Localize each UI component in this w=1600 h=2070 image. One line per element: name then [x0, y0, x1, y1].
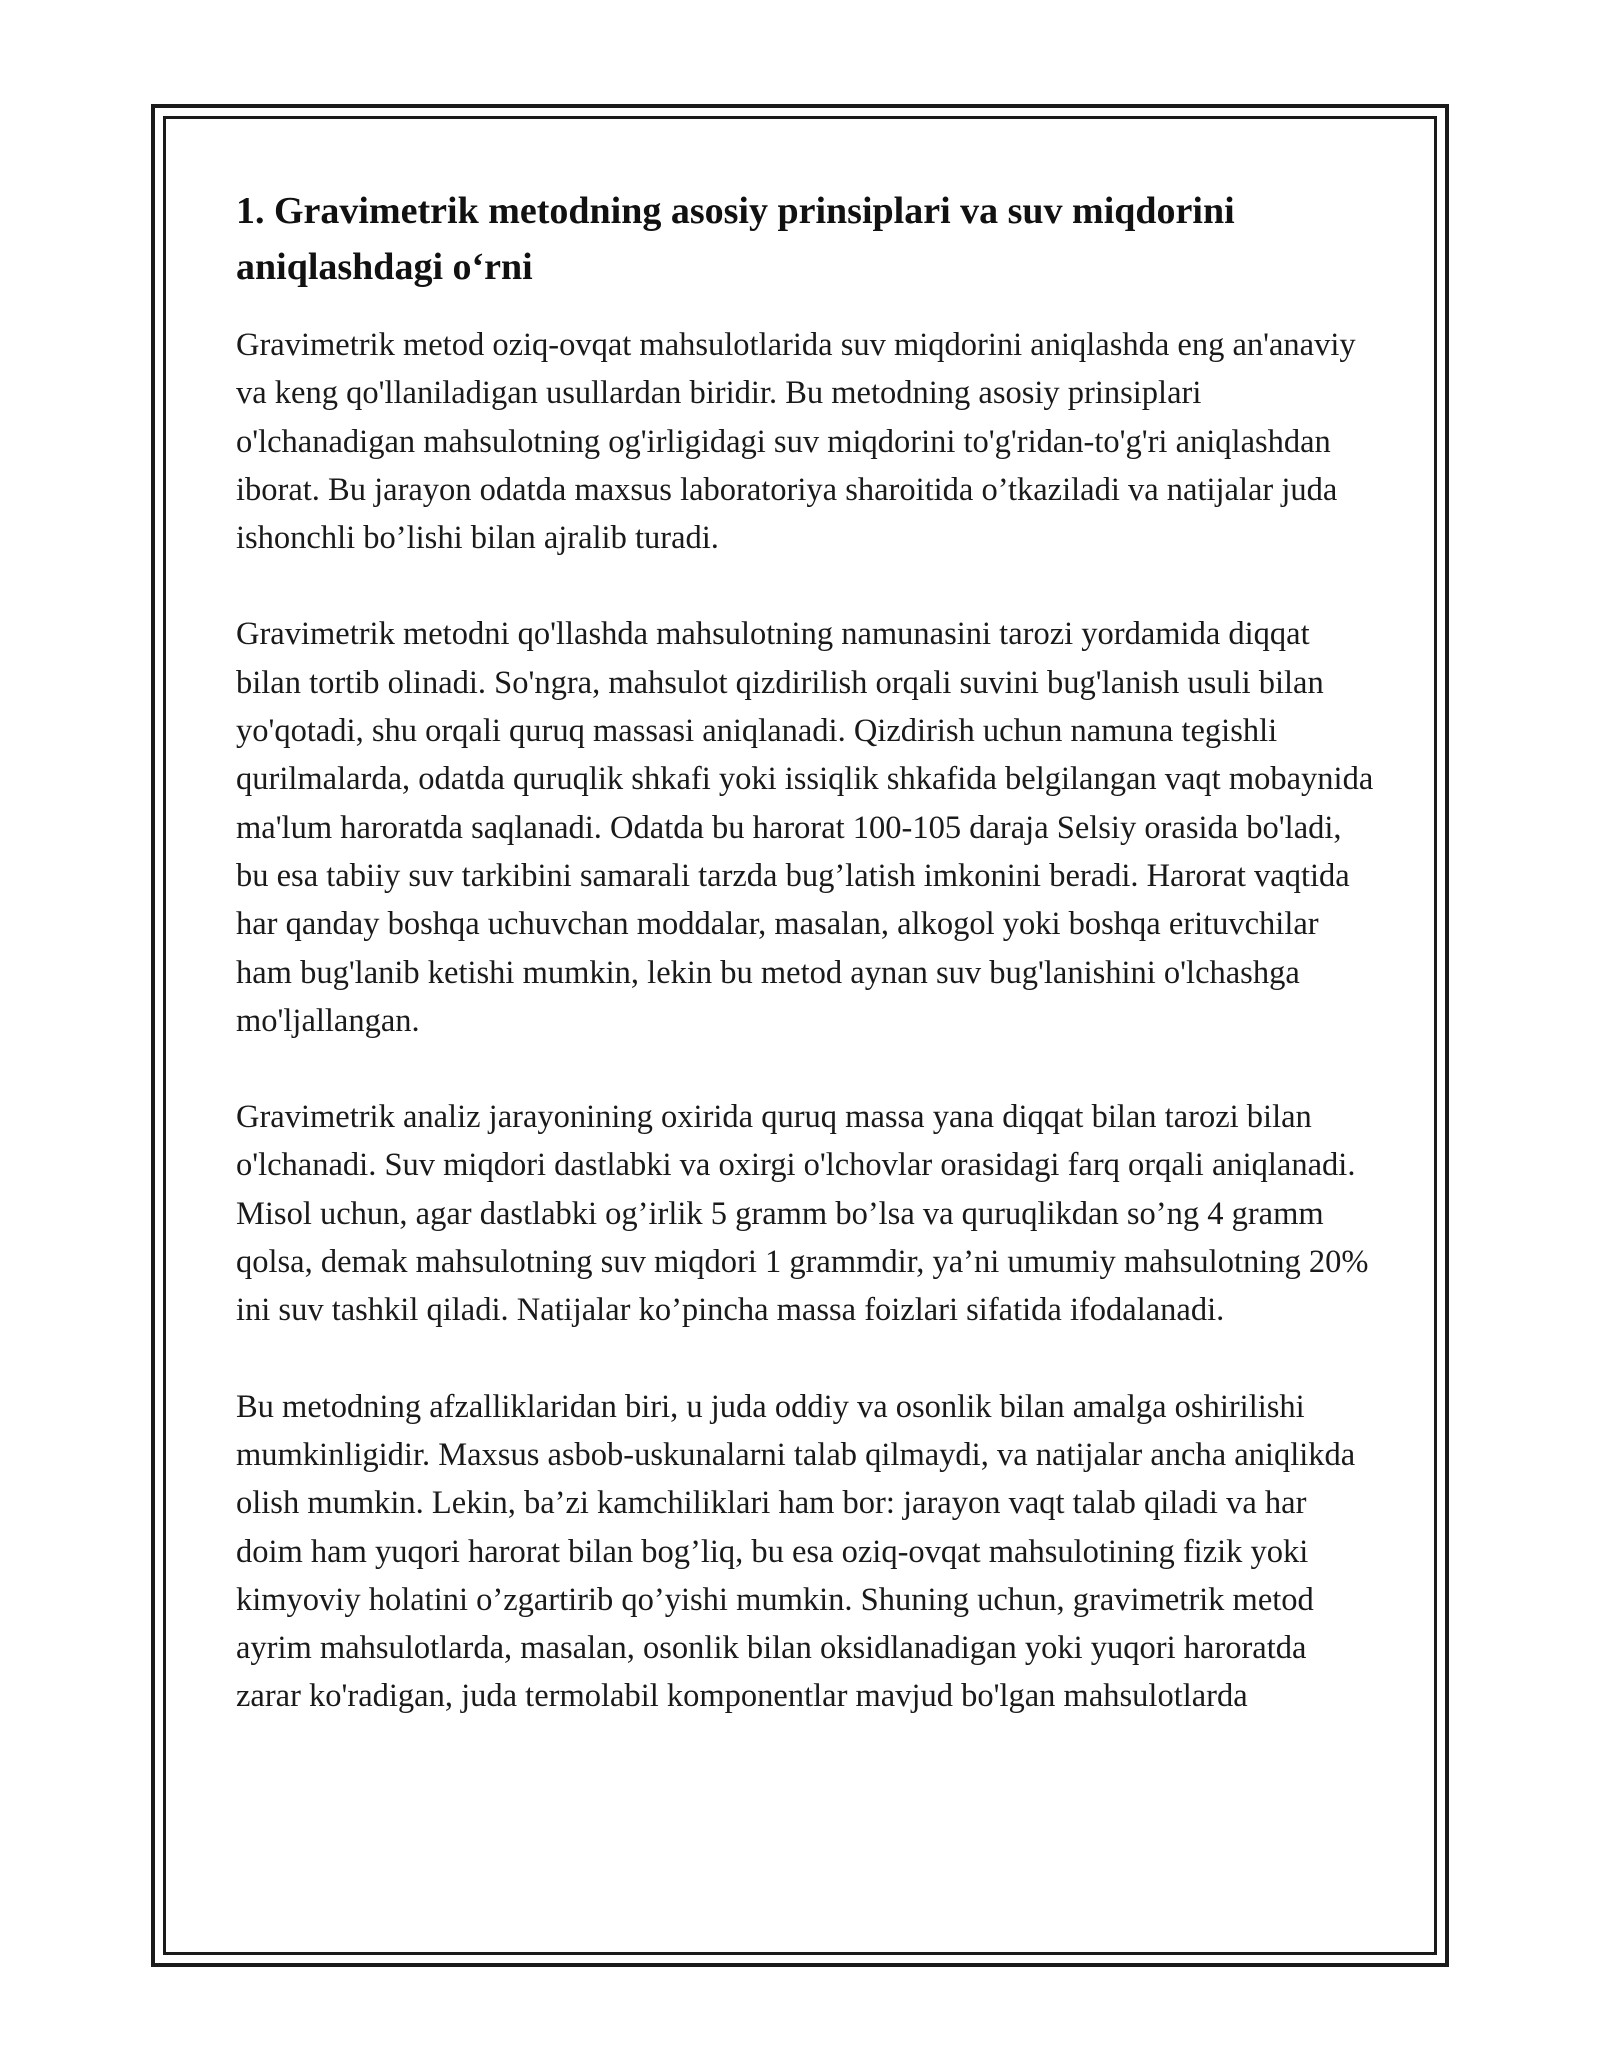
section-heading: 1. Gravimetrik metodning asosiy prinsiplari va suv miqdorini aniqlashdagi o‘rni	[236, 190, 1235, 288]
paragraph-4: Bu metodning afzalliklaridan biri, u juda oddiy va osonlik bilan amalga oshirilishi mumkinligidir. Maxsus asbob-uskunalarni talab qilmaydi, va natijalar ancha aniqlikda olish mumkin. Lekin, ba’zi kamchiliklari ham bor: jarayon vaqt talab qiladi va har doim ham yuqori harorat bilan bog’liq, bu esa oziq-ovqat mahsulotining fizik yoki kimyoviy holatini o’zgartirib qo’yishi mumkin. Shuning uchun, gravimetrik metod ayrim mahsulotlarda, masalan, osonlik bilan oksidlanadigan yoki yuqori haroratda zarar ko'radigan, juda termolabil komponentlar mavjud bo'lgan mahsulotlarda	[236, 1388, 1356, 1715]
paragraph-2: Gravimetrik metodni qo'llashda mahsulotning namunasini tarozi yordamida diqqat bilan tortib olinadi. So'ngra, mahsulot qizdirilish orqali suvini bug'lanish usuli bilan yo'qotadi, shu orqali quruq massasi aniqlanadi. Qizdirish uchun namuna tegishli qurilmalarda, odatda quruqlik shkafi yoki issiqlik shkafida belgilangan vaqt mobaynida ma'lum haroratda saqlanadi. Odatda bu harorat 100-105 daraja Selsiy orasida bo'ladi, bu esa tabiiy suv tarkibini samarali tarzda bug’latish imkonini beradi. Harorat vaqtida har qanday boshqa uchuvchan moddalar, masalan, alkogol yoki boshqa erituvchilar ham bug'lanib ketishi mumkin, lekin bu metod aynan suv bug'lanishini o'lchashga mo'ljallangan.	[236, 616, 1374, 1039]
paragraph-3: Gravimetrik analiz jarayonining oxirida quruq massa yana diqqat bilan tarozi bilan o'lchanadi. Suv miqdori dastlabki va oxirgi o'lchovlar orasidagi farq orqali aniqlanadi. Misol uchun, agar dastlabki og’irlik 5 gramm bo’lsa va quruqlikdan so’ng 4 gramm qolsa, demak mahsulotning suv miqdori 1 grammdir, ya’ni umumiy mahsulotning 20% ini suv tashkil qiladi. Natijalar ko’pincha massa foizlari sifatida ifodalanadi.	[236, 1099, 1369, 1329]
paragraph-1: Gravimetrik metod oziq-ovqat mahsulotlarida suv miqdorini aniqlashda eng an'anaviy va keng qo'llaniladigan usullardan biridir. Bu metodning asosiy prinsiplari o'lchanadigan mahsulotning og'irligidagi suv miqdorini to'g'ridan-to'g'ri aniqlashdan iborat. Bu jarayon odatda maxsus laboratoriya sharoitida o’tkaziladi va natijalar juda ishonchli bo’lishi bilan ajralib turadi.	[236, 327, 1356, 557]
document-body	[236, 183, 1376, 1769]
